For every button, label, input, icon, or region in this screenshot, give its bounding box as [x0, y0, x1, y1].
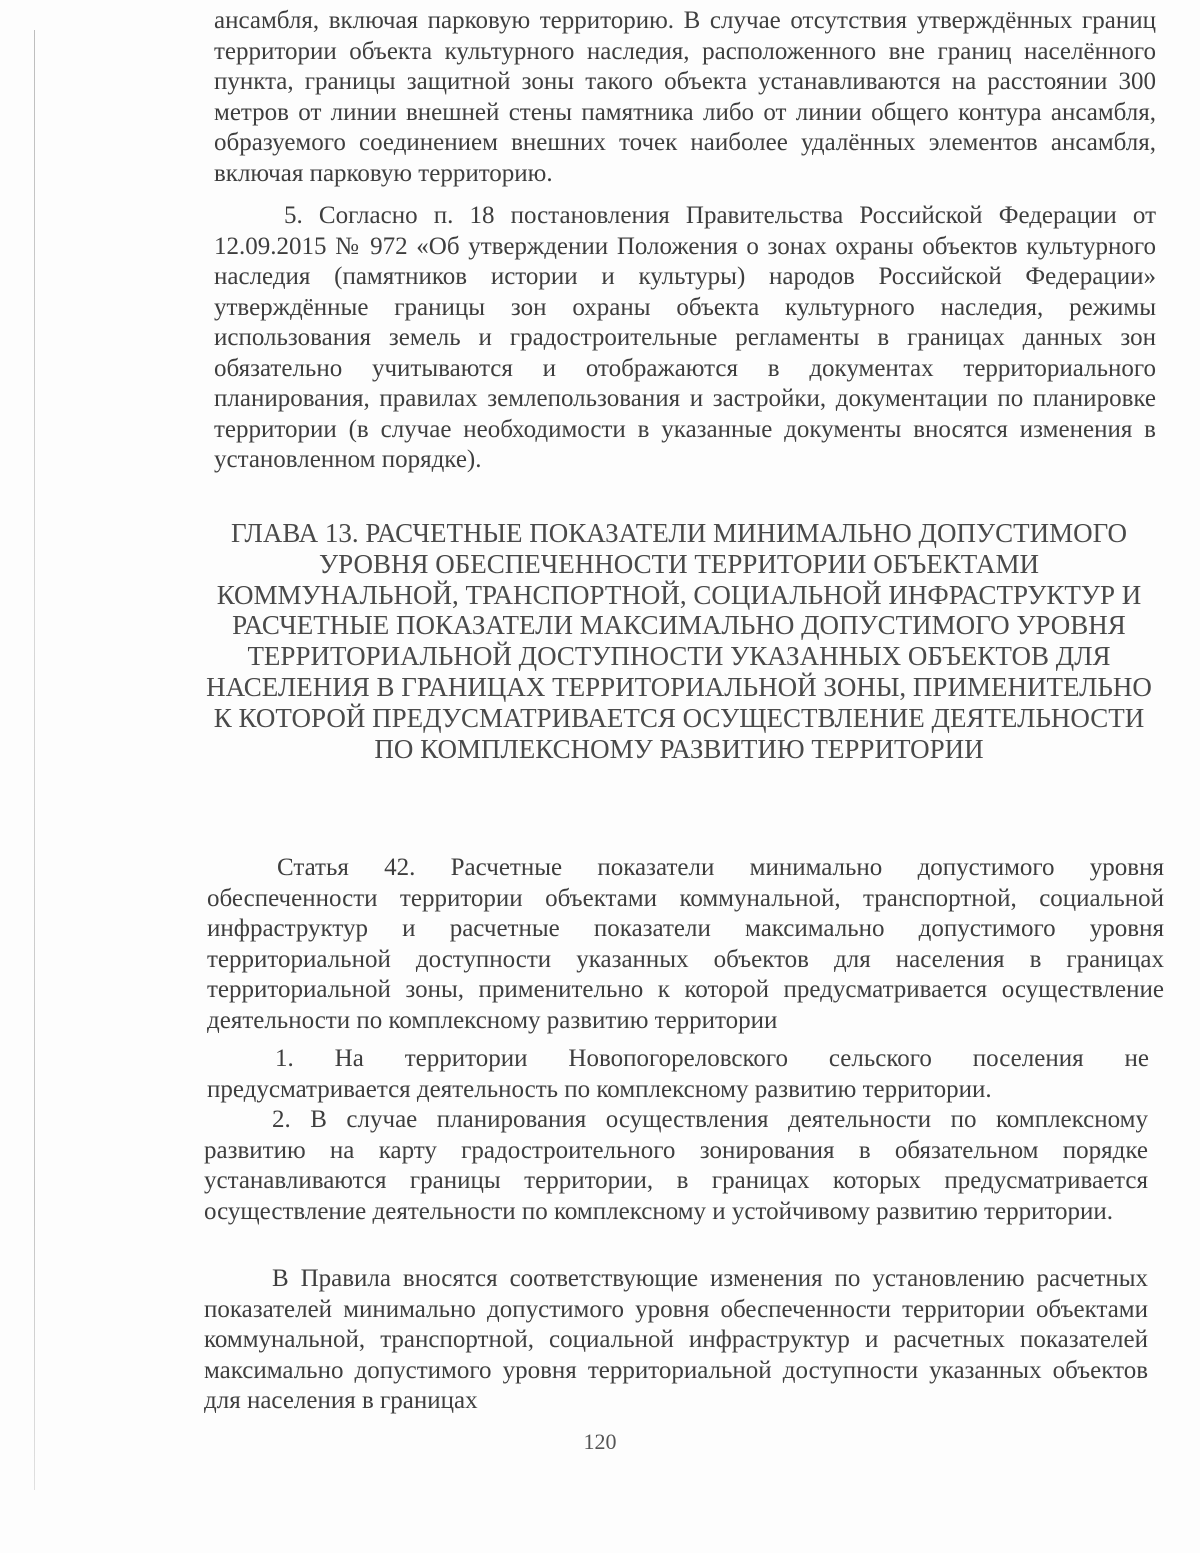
- paragraph-rules-changes: В Правила вносятся соответствующие изменения по установлению расчетных показателей минимально допустимого уровня обеспеченности территории объектами коммунальной, транспортной, социальной инфраструктур и расчетных показателей максимально допустимого уровня территориальной доступности указанных объектов для населения в границах: [204, 1265, 1148, 1414]
- paragraph-item-5: 5. Согласно п. 18 постановления Правительства Российской Федерации от 12.09.2015 № 972 «Об утверждении Положения о зонах охраны объектов культурного наследия (памятников истории и культуры) народов Российской Федерации» утверждённые границы зон охраны объекта культурного наследия, режимы использования земель и градостроительные регламенты в границах данных зон обязательно учитываются и отображаются в документах территориального планирования, правилах землепользования и застройки, документации по планировке территории (в случае необходимости в указанные документы вносятся изменения в установленном порядке).: [214, 202, 1156, 473]
- paragraph-item-1: 1. На территории Новопогореловского сельского поселения не предусматривается деятельность по комплексному развитию территории.: [207, 1045, 1149, 1103]
- scan-margin-line: [34, 30, 35, 1490]
- chapter-heading: ГЛАВА 13. РАСЧЕТНЫЕ ПОКАЗАТЕЛИ МИНИМАЛЬНО ДОПУСТИМОГО УРОВНЯ ОБЕСПЕЧЕННОСТИ ТЕРРИТОРИИ ОБЪЕКТАМИ КОММУНАЛЬНОЙ, ТРАНСПОРТНОЙ, СОЦИАЛЬНОЙ ИНФРАСТРУКТУР И РАСЧЕТНЫЕ ПОКАЗАТЕЛИ МАКСИМАЛЬНО ДОПУСТИМОГО УРОВНЯ ТЕРРИТОРИАЛЬНОЙ ДОСТУПНОСТИ УКАЗАННЫХ ОБЪЕКТОВ ДЛЯ НАСЕЛЕНИЯ В ГРАНИЦАХ ТЕРРИТОРИАЛЬНОЙ ЗОНЫ, ПРИМЕНИТЕЛЬНО К КОТОРОЙ ПРЕДУСМАТРИВАЕТСЯ ОСУЩЕСТВЛЕНИЕ ДЕЯТЕЛЬНОСТИ ПО КОМПЛЕКСНОМУ РАЗВИТИЮ ТЕРРИТОРИИ: [206, 518, 1152, 764]
- paragraph-continuation: ансамбля, включая парковую территорию. В случае отсутствия утверждённых границ территории объекта культурного наследия, расположенного вне границ населённого пункта, границы защитной зоны такого объекта устанавливаются на расстоянии 300 метров от линии внешней стены памятника либо от линии общего контура ансамбля, образуемого соединением внешних точек наиболее удалённых элементов ансамбля, включая парковую территорию.: [214, 7, 1156, 187]
- paragraph-item-2: 2. В случае планирования осуществления деятельности по комплексному развитию на карту градостроительного зонирования в обязательном порядке устанавливаются границы территории, в границах которых предусматривается осуществление деятельности по комплексному и устойчивому развитию территории.: [204, 1106, 1148, 1225]
- article-42-title: Статья 42. Расчетные показатели минимально допустимого уровня обеспеченности территории объектами коммунальной, транспортной, социальной инфраструктур и расчетные показатели максимально допустимого уровня территориальной доступности указанных объектов для населения в границах территориальной зоны, применительно к которой предусматривается осуществление деятельности по комплексному развитию территории: [207, 854, 1164, 1034]
- page-number: 120: [583, 1429, 617, 1454]
